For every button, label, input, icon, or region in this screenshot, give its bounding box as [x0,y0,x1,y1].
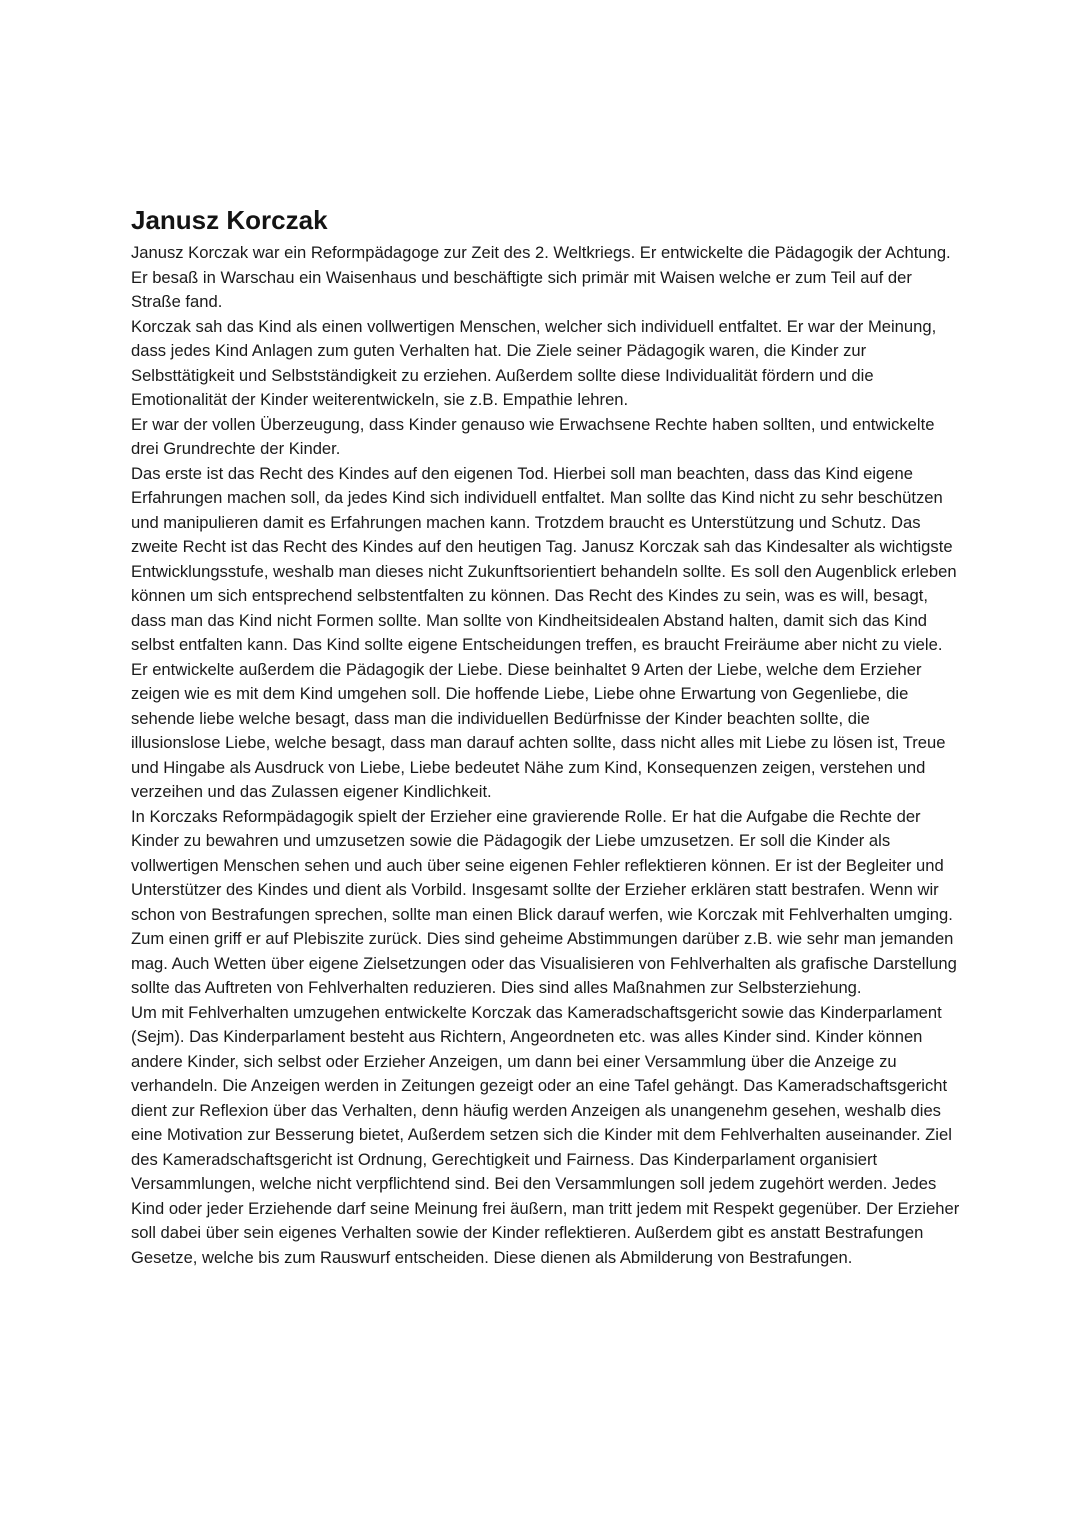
paragraph-3: Er war der vollen Überzeugung, dass Kinder genauso wie Erwachsene Rechte haben sollten, und entwickelte drei Grundrechte der Kinder. [131,414,935,458]
document-title: Janusz Korczak [131,205,328,235]
document-body [131,241,961,1270]
paragraph-7: Um mit Fehlverhalten umzugehen entwickelte Korczak das Kameradschaftsgericht sowie das Kinderparlament (Sejm). Das Kinderparlament besteht aus Richtern, Angeordneten etc. was alles Kinder sind. Kinder können andere Kinder, sich selbst oder Erzieher Anzeigen, um dann bei einer Versammlung über die Anzeige zu verhandeln. Die Anzeigen werden in Zeitungen gezeigt oder an eine Tafel gehängt. Das Kameradschaftsgericht dient zur Reflexion über das Verhalten, denn häufig werden Anzeigen als unangenehm gesehen, weshalb dies eine Motivation zur Besserung bietet, Außerdem setzen sich die Kinder mit dem Fehlverhalten auseinander. Ziel des Kameradschaftsgericht ist Ordnung, Gerechtigkeit und Fairness. Das Kinderparlament organisiert Versammlungen, welche nicht verpflichtend sind. Bei den Versammlungen soll jedem zugehört werden. Jedes Kind oder jeder Erziehende darf seine Meinung frei äußern, man tritt jedem mit Respekt gegenüber. Der Erzieher soll dabei über sein eigenes Verhalten sowie der Kinder reflektieren. Außerdem gibt es anstatt Bestrafungen Gesetze, welche bis zum Rauswurf entscheiden. Diese dienen als Abmilderung von Bestrafungen. [131,1002,960,1267]
paragraph-4: Das erste ist das Recht des Kindes auf den eigenen Tod. Hierbei soll man beachten, dass das Kind eigene Erfahrungen machen soll, da jedes Kind sich individuell entfaltet. Man sollte das Kind nicht zu sehr beschützen und manipulieren damit es Erfahrungen machen kann. Trotzdem braucht es Unterstützung und Schutz. Das zweite Recht ist das Recht des Kindes auf den heutigen Tag. Janusz Korczak sah das Kindesalter als wichtigste Entwicklungsstufe, weshalb man dieses nicht Zukunftsorientiert behandeln sollte. Es soll den Augenblick erleben können um sich entsprechend selbstentfalten zu können. Das Recht des Kindes zu sein, was es will, besagt, dass man das Kind nicht Formen sollte. Man sollte von Kindheitsidealen Abstand halten, damit sich das Kind selbst entfalten kann. Das Kind sollte eigene Entscheidungen treffen, es braucht Freiräume aber nicht zu viele. [131,463,957,654]
paragraph-6: In Korczaks Reformpädagogik spielt der Erzieher eine gravierende Rolle. Er hat die Aufgabe die Rechte der Kinder zu bewahren und umzusetzen sowie die Pädagogik der Liebe umzusetzen. Er soll die Kinder als vollwertigen Menschen sehen und auch über seine eigenen Fehler reflektieren können. Er ist der Begleiter und Unterstützer des Kindes und dient als Vorbild. Insgesamt sollte der Erzieher erklären statt bestrafen. Wenn wir schon von Bestrafungen sprechen, sollte man einen Blick darauf werfen, wie Korczak mit Fehlverhalten umging. Zum einen griff er auf Plebiszite zurück. Dies sind geheime Abstimmungen darüber z.B. wie sehr man jemanden mag. Auch Wetten über eigene Zielsetzungen oder das Visualisieren von Fehlverhalten als grafische Darstellung sollte das Auftreten von Fehlverhalten reduzieren. Dies sind alles Maßnahmen zur Selbsterziehung. [131,806,957,997]
paragraph-2: Korczak sah das Kind als einen vollwertigen Menschen, welcher sich individuell entfaltet. Er war der Meinung, dass jedes Kind Anlagen zum guten Verhalten hat. Die Ziele seiner Pädagogik waren, die Kinder zur Selbsttätigkeit und Selbstständigkeit zu erziehen. Außerdem sollte diese Individualität fördern und die Emotionalität der Kinder weiterentwickeln, sie z.B. Empathie lehren. [131,316,937,409]
paragraph-5: Er entwickelte außerdem die Pädagogik der Liebe. Diese beinhaltet 9 Arten der Liebe, welche dem Erzieher zeigen wie es mit dem Kind umgehen soll. Die hoffende Liebe, Liebe ohne Erwartung von Gegenliebe, die sehende liebe welche besagt, dass man die individuellen Bedürfnisse der Kinder beachten sollte, die illusionslose Liebe, welche besagt, dass man darauf achten sollte, dass nicht alles mit Liebe zu lösen ist, Treue und Hingabe als Ausdruck von Liebe, Liebe bedeutet Nähe zum Kind, Konsequenzen zeigen, verstehen und verzeihen und das Zulassen eigener Kindlichkeit. [131,659,946,801]
document-page [131,203,961,1270]
paragraph-1: Janusz Korczak war ein Reformpädagoge zur Zeit des 2. Weltkriegs. Er entwickelte die Pädagogik der Achtung. Er besaß in Warschau ein Waisenhaus und beschäftigte sich primär mit Waisen welche er zum Teil auf der Straße fand. [131,243,951,311]
